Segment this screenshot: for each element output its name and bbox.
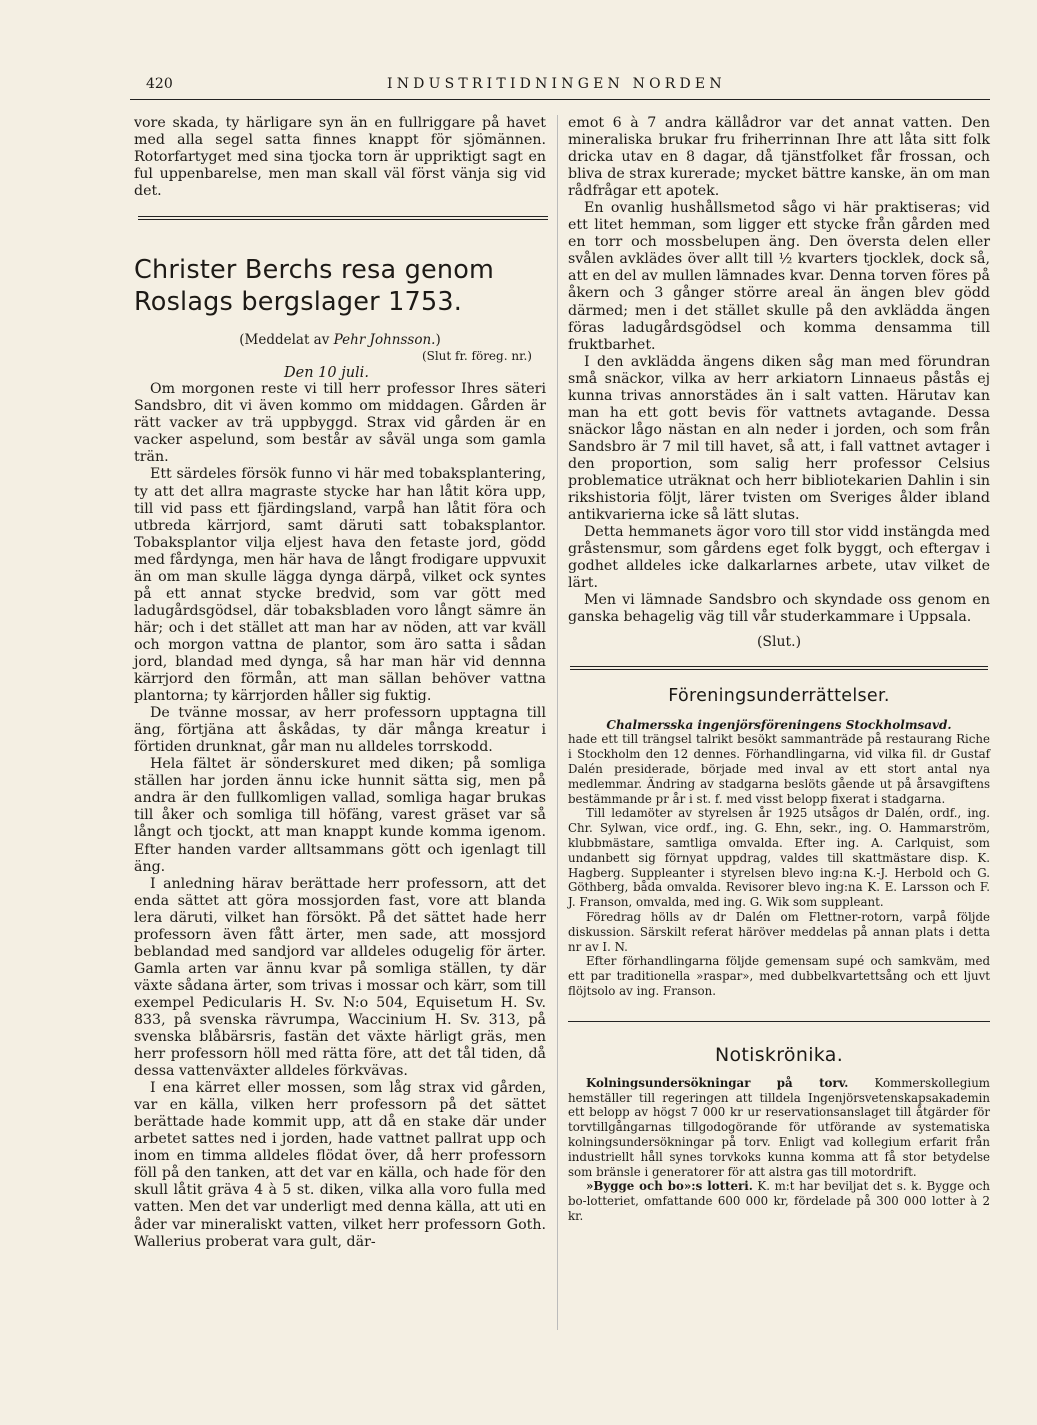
- notice-item: [568, 1179, 990, 1223]
- news-notices: [568, 1076, 990, 1224]
- notice-text: Kommerskollegium hemställer till regeringen att tilldela Ingenjörsvetenskapsakademin ett belopp av högst 7 000 kr ur reservationsanslaget till åtgärder för torvtillgångarnas tillgodogörande för utförande av systematiska kolningsundersökningar på torv. Enligt vad kollegium erfarit från industriellt håll synes torvkoks kunna komma att få stor betydelse som bränsle i generatorer för att alstra gas till motordrift.: [568, 1075, 990, 1179]
- article-paragraph: Ett särdeles försök funno vi här med tobaksplantering, ty att det allra magraste stycke har han låtit köra upp, till vid pass ett fjärdingsland, varpå han låtit föra och utbreda kärrjord, samt däruti satt tobaksplantor. Tobaksplantor vilja eljest hava den fetaste jord, gödd med fårdynga, men här hava de långt frodigare uppvuxit än om man skulle lägga dynga därpå, vilket ock syntes på ett annat stycke bredvid, som var gött med ladugårdsgödsel, där tobaksbladen voro långt sämre än här; och i det stället att man har av nöden, att var kväll och morgon vattna de plantor, som äro satta i sådan jord, blandad med dynga, så har man här vid dennna kärrjord den förmån, att man sällan behöver vattna plantorna; ty kärrjorden håller sig fuktig.: [134, 466, 546, 705]
- news-paragraph: hade ett till trängsel talrikt besökt sammanträde på restaurang Riche i Stockholm den 12 dennes. Förhandlingarna, vid vilka fil. dr Gustaf Dalén presiderade, började med inval av ett stort antal nya medlemmar. Ändring av stadgarna beslöts gående ut på årsavgiftens bestämmande pr år i st. f. med visst belopp fixerat i stadgarna.: [568, 732, 990, 806]
- news-paragraph: Efter förhandlingarna följde gemensam supé och samkväm, med ett par traditionella »raspar», med dubbelkvartettsång och ett ljuvt flöjtsolo av ing. Franson.: [568, 954, 990, 998]
- right-column: [568, 115, 990, 1224]
- end-mark: (Slut.): [756, 634, 802, 651]
- byline: [134, 332, 546, 348]
- article-title: Christer Berchs resa genom Roslags bergslager 1753.: [134, 255, 495, 318]
- double-rule: [138, 216, 548, 220]
- organization-name: Chalmersska ingenjörsföreningens Stockholmsavd.: [606, 718, 952, 733]
- column-divider: [557, 115, 558, 1330]
- intro-paragraph: vore skada, ty härligare syn än en fullriggare på havet med alla segel satta finnes knappt för sjömännen. Rotorfartyget med sina tjocka torn är uppriktigt sagt en ful uppenbarelse, men man skall väl först vänja sig vid det.: [134, 115, 546, 200]
- left-column: [134, 115, 546, 1251]
- article-paragraph: Detta hemmanets ägor voro till stor vidd instängda med gråstensmur, som gårdens eget folk byggt, och eftergav i godhet alldeles icke dalkarlarnes arbete, utav vilket de lärt.: [568, 524, 990, 592]
- double-rule: [570, 666, 988, 670]
- article-paragraph: I ena kärret eller mossen, som låg strax vid gården, var en källa, vilken herr professorn på det sättet berättade hade kommit upp, att då en stake där under arbetet sattes ned i jorden, hade vattnet pallrat upp och inom en timma alldeles flödat över, då herr professorn föll på den tanken, att det var en källa, och hade för den skull låtit gräva 4 à 5 st. diken, vilka alla voro fulla med vatten. Men det var underligt med denna källa, att uti en åder var mineraliskt vatten, vilket herr professorn Goth. Wallerius proberat vara gult, där-: [134, 1080, 546, 1250]
- byline-author: Pehr Johnsson.: [333, 332, 436, 349]
- article-paragraph: I anledning härav berättade herr professorn, att det enda sättet att göra mossjorden fast, vore att blanda lera däruti, vilket han försökt. På det sättet hade herr professorn även fått ärter, men sade, att mossjord beblandad med sandjord var alldeles odugelig för ärter. Gamla arten var ännu kvar på somliga ställen, ty där växte sådana ärter, som trivas i mossar och kärr, som till exempel Pedicularis H. Sv. N:o 504, Equisetum H. Sv. 833, på svenska rävrumpa, Waccinium H. Sv. 313, på svenska blåbärsris, fastän det växte härligt gräs, men herr professorn höll med rätta före, att det tål tiden, då dessa vattenväxter alldeles förkvävas.: [134, 875, 546, 1080]
- article-paragraph: Men vi lämnade Sandsbro och skyndade oss genom en ganska behagelig väg till vår studerkammare i Uppsala.: [568, 592, 990, 626]
- article-paragraph: En ovanlig hushållsmetod sågo vi här praktiseras; vid ett litet hemman, som ligger ett stycke från gården med en torr och mossbelupen äng. Den översta delen eller svålen avklädes över allt till ½ kvarters tjocklek, dock så, att en del av mullen lämnades kvar. Denna torven föres på åkern och 3 gånger större areal än ängen blev gödd därmed; men i det stället skulle på den avklädda ängen föras ladugårdsgödsel och komma densamma till fruktbarhet.: [568, 200, 990, 353]
- notice-text: K. m:t har beviljat det s. k. Bygge och bo-lotteriet, omfattande 600 000 kr, fördelade på 300 000 lotter à 2 kr.: [568, 1179, 990, 1223]
- continued-note: (Slut fr. föreg. nr.): [421, 349, 532, 364]
- section-title-foreningsunderrattelser: Föreningsunderrättelser.: [668, 686, 890, 707]
- article-paragraph: De tvänne mossar, av herr professorn upptagna till äng, förtjäna att åskådas, ty där många kreatur i förtiden drunknat, går man nu alldeles torrskodd.: [134, 705, 546, 756]
- section-rule: [568, 1021, 990, 1022]
- article-paragraph: emot 6 à 7 andra källådror var det annat vatten. Den mineraliska brukar fru friherrinnan Ihre att låta sitt folk dricka utav en 8 dagar, då tjänstfolket får frossan, och bliva de strax kurerade; mycket bättre kanske, än om man rådfrågar ett apotek.: [568, 115, 990, 200]
- byline-suffix: ): [435, 332, 441, 349]
- section-title-notiskronika: Notiskrönika.: [714, 1043, 844, 1066]
- news-paragraph: Föredrag hölls av dr Dalén om Flettner-rotorn, varpå följde diskussion. Särskilt referat häröver meddelas på annan plats i detta nr av I. N.: [568, 909, 990, 954]
- article-paragraph: Hela fältet är sönderskuret med diken; på somliga ställen har jorden ännu icke hunnit sätta sig, men på andra är den fullkomligen vallad, somliga hagar brukas till åker och somliga till höfäng, varest gräset var så långt och tjockt, att man knappt kunde komma igenom. Efter handen varder alltsammans gött och igenlagt till äng.: [134, 756, 546, 875]
- page-header: [130, 73, 990, 100]
- page-number: 420: [146, 76, 173, 92]
- association-news: [568, 718, 990, 998]
- notice-item: [568, 1076, 990, 1180]
- news-paragraph: Till ledamöter av styrelsen år 1925 utsågos dr Dalén, ordf., ing. Chr. Sylwan, vice ordf., ing. G. Ehn, sekr., ing. O. Hammarström, klubbmästare, samtliga omvalda. Efter ing. A. Carlquist, som undanbett sig förnyat uppdrag, valdes till skattmästare disp. K. Hagberg. Suppleanter i styrelsen blevo ing:na K.-J. Herbold och G. Göthberg, båda omvalda. Revisorer blevo ing:na K. E. Larsson och F. J. Franson, omvalda, med ing. G. Wik som suppleant.: [568, 806, 990, 910]
- notice-lead: »Bygge och bo»:s lotteri.: [586, 1179, 753, 1194]
- article-paragraph: Om morgonen reste vi till herr professor Ihres säteri Sandsbro, dit vi även kommo om middagen. Gården är rätt vacker av trä uppbyggd. Strax vid gården är en vacker aspelund, som består av såväl unga som gamla trän.: [134, 381, 546, 466]
- journal-title: INDUSTRITIDNINGEN NORDEN: [387, 76, 726, 92]
- notice-lead: Kolningsundersökningar på torv.: [586, 1075, 849, 1090]
- dateline: Den 10 juli.: [284, 365, 369, 382]
- article-paragraph: I den avklädda ängens diken såg man med förundran små snäckor, vilka av herr arkiatorn Linnaeus påstås ej kunna trivas annorstädes än i salt vatten. Härutav kan man ha ett gott bevis för vattnets avtagande. Dessa snäckor lågo nästan en aln neder i jorden, och som från Sandsbro är 7 mil till havet, så att, i fall vattnet avtager i den proportion, som salig herr professor Celsius problematice uträknat och herr bibliotekarien Dahlin i sin rikshistoria följt, lärer tvisten om Sveriges ålder ibland antikvarierna icke så lätt slutas.: [568, 353, 990, 524]
- byline-prefix: (Meddelat av: [239, 332, 334, 349]
